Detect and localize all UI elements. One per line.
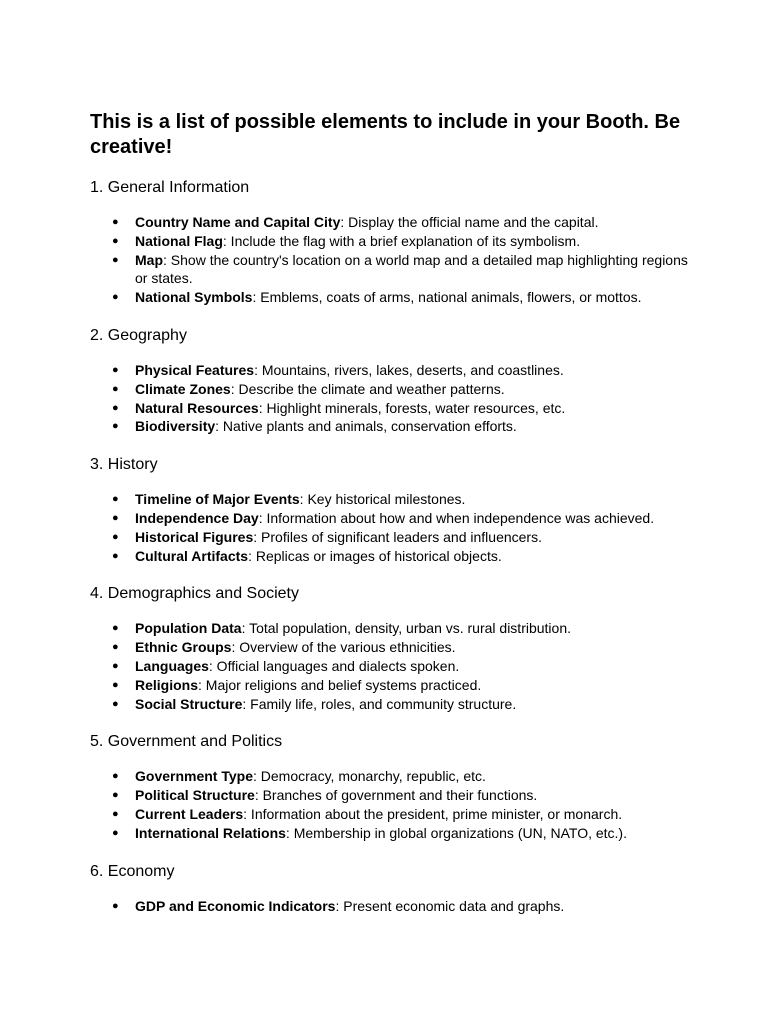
bullet-icon: ● [112, 807, 119, 820]
bullet-list [90, 361, 690, 436]
list-item [90, 824, 690, 843]
list-item [90, 767, 690, 786]
list-item [90, 619, 690, 638]
item-description: : Profiles of significant leaders and influencers. [253, 528, 542, 545]
list-item [90, 399, 690, 418]
item-description: : Official languages and dialects spoken. [208, 657, 460, 674]
bullet-icon: ● [112, 899, 119, 912]
item-description: : Information about the president, prime minister, or monarch. [243, 805, 623, 822]
item-description: : Family life, roles, and community structure. [242, 695, 517, 712]
section-heading: 5. Government and Politics [90, 733, 283, 751]
item-description: : Describe the climate and weather patterns. [230, 380, 505, 397]
item-term: Historical Figures [135, 528, 254, 545]
item-description: : Native plants and animals, conservation efforts. [215, 418, 517, 435]
bullet-icon: ● [112, 493, 119, 506]
section-heading: 1. General Information [90, 179, 250, 196]
section-heading: 6. Economy [90, 862, 175, 880]
bullet-list [90, 213, 690, 307]
bullet-icon: ● [112, 826, 119, 839]
list-item [90, 509, 690, 528]
bullet-icon: ● [112, 659, 119, 672]
item-term: GDP and Economic Indicators [135, 897, 336, 914]
item-description: : Membership in global organizations (UN, NATO, etc.). [285, 824, 627, 841]
document-title: This is a list of possible elements to include in your Booth. Be creative! [90, 111, 681, 158]
bullet-icon: ● [112, 291, 119, 304]
item-term: Social Structure [135, 695, 243, 712]
item-description: : Major religions and belief systems practiced. [198, 676, 482, 693]
item-term: Population Data [135, 620, 242, 637]
list-item [90, 490, 690, 509]
list-item [90, 638, 690, 657]
item-description: : Key historical milestones. [299, 491, 466, 508]
item-term: Independence Day [135, 509, 259, 526]
bullet-icon: ● [112, 789, 119, 802]
item-term: Religions [135, 676, 199, 693]
bullet-list [90, 490, 690, 565]
item-description: : Mountains, rivers, lakes, deserts, and coastlines. [254, 361, 564, 378]
item-term: Political Structure [135, 787, 255, 804]
list-item [90, 232, 690, 251]
list-item [90, 528, 690, 547]
list-item [90, 251, 690, 289]
item-description: : Democracy, monarchy, republic, etc. [253, 768, 486, 785]
item-term: Climate Zones [135, 380, 231, 397]
item-term: Biodiversity [135, 418, 216, 435]
item-description: : Emblems, coats of arms, national animals, flowers, or mottos. [252, 289, 642, 306]
item-term: Government Type [135, 768, 253, 785]
sections-container [90, 177, 690, 915]
bullet-icon: ● [112, 382, 119, 395]
list-item [90, 695, 690, 714]
list-item [90, 547, 690, 566]
item-description: : Highlight minerals, forests, water resources, etc. [258, 399, 566, 416]
document-body [90, 110, 690, 933]
item-term: Map [135, 251, 163, 268]
section-heading: 3. History [90, 456, 158, 474]
item-description: : Overview of the various ethnicities. [231, 639, 456, 656]
section-heading: 4. Demographics and Society [90, 585, 299, 603]
item-term: National Symbols [135, 289, 253, 306]
bullet-list [90, 767, 690, 842]
bullet-icon: ● [112, 641, 119, 654]
bullet-icon: ● [112, 530, 119, 543]
list-item [90, 361, 690, 380]
list-item [90, 897, 690, 916]
bullet-icon: ● [112, 253, 119, 266]
item-description: : Replicas or images of historical objects. [248, 547, 502, 564]
item-term: Cultural Artifacts [135, 547, 249, 564]
bullet-icon: ● [112, 401, 119, 414]
item-term: Languages [135, 657, 209, 674]
item-term: National Flag [135, 232, 223, 249]
list-item [90, 380, 690, 399]
bullet-icon: ● [112, 622, 119, 635]
item-term: Natural Resources [135, 399, 259, 416]
item-description: : Total population, density, urban vs. rural distribution. [241, 620, 572, 637]
list-item [90, 786, 690, 805]
bullet-icon: ● [112, 511, 119, 524]
bullet-icon: ● [112, 697, 119, 710]
item-description: : Include the flag with a brief explanation of its symbolism. [222, 232, 581, 249]
item-term: International Relations [135, 824, 286, 841]
list-item [90, 805, 690, 824]
section-heading: 2. Geography [90, 326, 187, 344]
item-term: Ethnic Groups [135, 639, 232, 656]
bullet-icon: ● [112, 363, 119, 376]
bullet-icon: ● [112, 234, 119, 247]
item-term: Current Leaders [135, 805, 244, 822]
bullet-icon: ● [112, 549, 119, 562]
bullet-icon: ● [112, 770, 119, 783]
item-description: : Branches of government and their functions. [254, 787, 538, 804]
item-description: : Information about how and when independence was achieved. [258, 509, 655, 526]
list-item [90, 417, 690, 436]
bullet-icon: ● [112, 420, 119, 433]
list-item [90, 213, 690, 232]
item-description: : Display the official name and the capital. [340, 214, 599, 230]
bullet-list [90, 897, 690, 916]
bullet-icon: ● [112, 678, 119, 691]
item-description: : Present economic data and graphs. [335, 897, 565, 914]
item-term: Country Name and Capital City [135, 214, 341, 230]
item-term: Timeline of Major Events [135, 491, 300, 508]
list-item [90, 676, 690, 695]
item-description: : Show the country's location on a world map and a detailed map highlighting regions or states. [135, 251, 688, 287]
bullet-list [90, 619, 690, 713]
list-item [90, 657, 690, 676]
list-item [90, 288, 690, 307]
item-term: Physical Features [135, 361, 255, 378]
bullet-icon: ● [112, 216, 119, 228]
